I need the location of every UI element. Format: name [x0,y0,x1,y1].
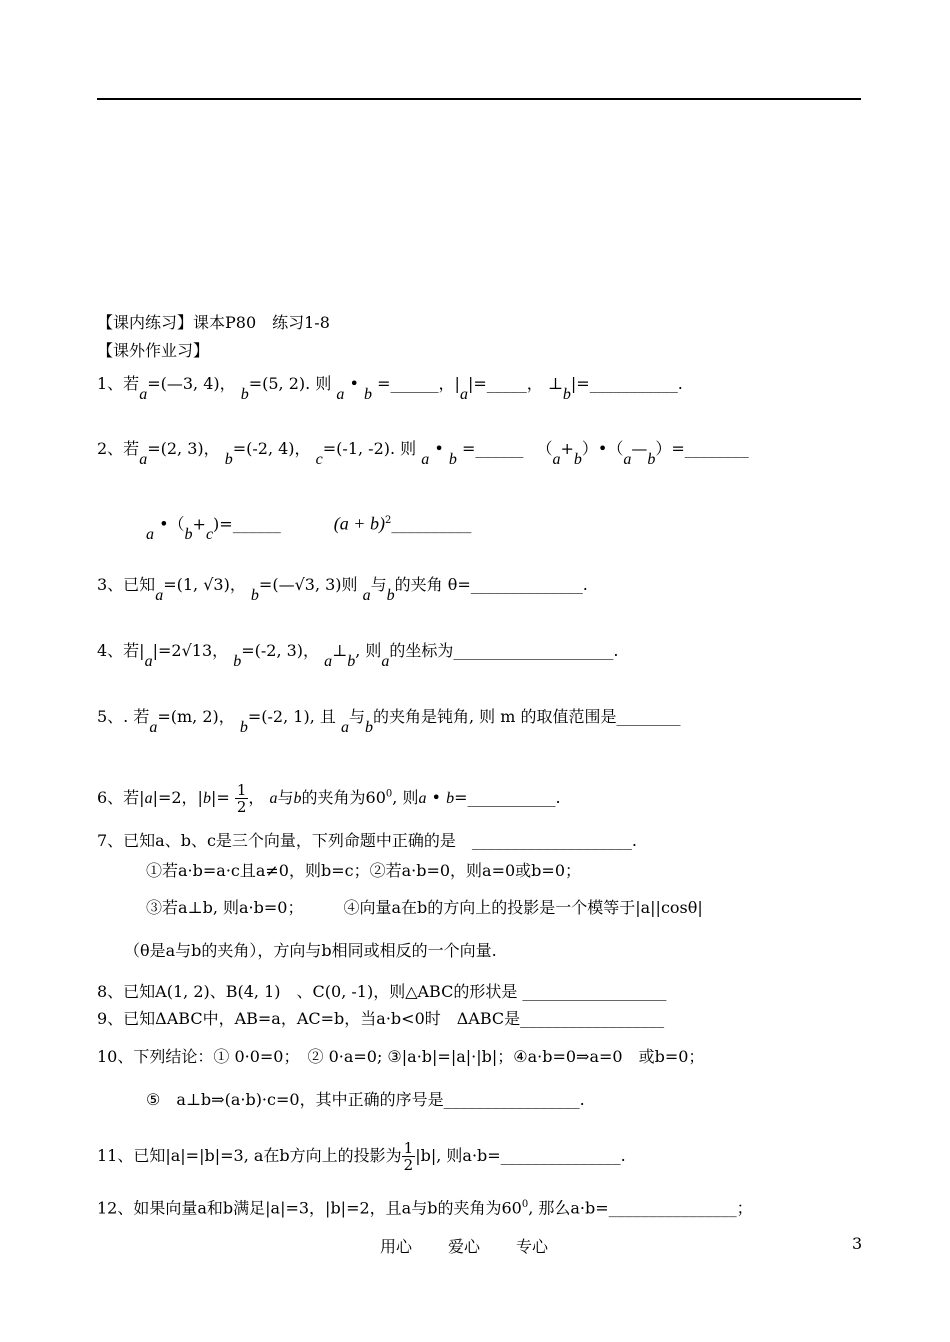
question-6: 6、若|a|=2，|b|= $\frac{1}{2}$ ， a与b的夹角为$60^0$, 则a • b=___________. [97,781,561,816]
question-5: 5、. 若a=(m, 2)， b=(-2, 1), 且 a与b的夹角是钝角, 则 m 的取值范围是________ [97,707,681,736]
question-1: 1、若a=(—3, 4)， b=(5, 2). 则 a • b =______，|a|=_____， ⊥b|=___________. [97,374,683,403]
section-in-class: 【课内练习】课本P80 练习1-8 [97,313,330,332]
question-2: 2、若a=(2, 3)， b=(-2, 4)， c=(-1, -2). 则 a • b =______ （a+b）•（a—b）=________ [97,439,749,468]
question-7-stem: 7、已知a、b、c是三个向量，下列命题中正确的是 ____________________. [97,831,638,850]
header-rule [97,98,861,100]
question-10-line2: ⑤ a⊥b⇒(a·b)·c=0，其中正确的序号是_________________. [146,1090,585,1109]
page-number: 3 [852,1234,863,1253]
question-12: 12、如果向量a和b满足|a|=3，|b|=2，且a与b的夹角为$60^0$, 那么a·b=________________； [97,1198,753,1218]
fraction-half: $\frac{1}{2}$ [236,781,247,816]
question-4: 4、若|a|=2√13， b=(-2, 3)， a⊥b, 则a的坐标为____________________. [97,641,619,670]
page-footer: 用心 爱心 专心 [380,1237,549,1256]
question-7-options-3-4: ③若a⊥b, 则a·b=0； ④向量a在b的方向上的投影是一个模等于|a||cosθ| [146,898,703,917]
question-8: 8、已知A(1, 2)、B(4, 1) 、C(0, -1)，则△ABC的形状是 __________________ [97,982,667,1001]
question-9: 9、已知ΔABC中，AB=a，AC=b，当a·b<0时 ΔABC是__________________ [97,1009,665,1028]
fraction-half: $\frac{1}{2}$ [403,1139,414,1174]
question-7-option-4-cont: （θ是a与b的夹角），方向与b相同或相反的一个向量. [124,941,497,960]
question-11: 11、已知|a|=|b|=3, a在b方向上的投影为 $\frac{1}{2}$ |b|, 则a·b=_______________. [97,1139,626,1174]
question-2-line2: a •（b+c)=______ $(a + b)^2\_\_\_\_\_\_\_\_\_\_$ [146,513,472,544]
question-7-options-1-2: ①若a·b=a·c且a≠0，则b=c；②若a·b=0，则a=0或b=0； [146,861,582,880]
question-3: 3、已知a=(1, √3)， b=(—√3, 3)则 a与b的夹角 θ=______________. [97,575,588,604]
question-10-line1: 10、下列结论：① 0·0=0； ② 0·a=0; ③|a·b|=|a|·|b|；④a·b=0⇒a=0 或b=0； [97,1047,705,1066]
section-homework: 【课外作业习】 [97,341,210,360]
